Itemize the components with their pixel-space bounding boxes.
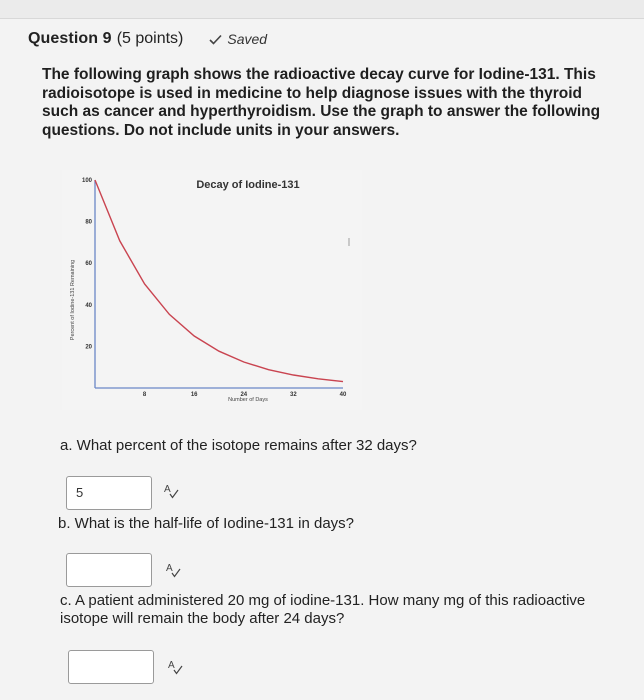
question-title: Question 9 xyxy=(28,30,112,47)
x-tick-label: 8 xyxy=(142,392,147,398)
saved-label: Saved xyxy=(227,31,268,47)
question-header xyxy=(28,30,267,48)
y-tick-label: 60 xyxy=(85,261,92,268)
x-tick-label: 24 xyxy=(240,392,248,398)
y-tick-label: 80 xyxy=(85,219,92,226)
question-a-label: a. What percent of the isotope remains after 32 days? xyxy=(60,437,417,454)
chart-title: Decay of Iodine-131 xyxy=(196,179,300,191)
question-b-label: b. What is the half-life of Iodine-131 in days? xyxy=(58,515,355,532)
checkmark-icon xyxy=(209,34,222,45)
spellcheck-icon[interactable] xyxy=(163,482,179,499)
window-top-edge xyxy=(0,0,644,19)
decay-chart xyxy=(62,170,362,410)
svg-text:A: A xyxy=(168,660,175,671)
spellcheck-icon[interactable] xyxy=(167,658,183,675)
x-tick-label: 16 xyxy=(190,392,198,398)
svg-text:A: A xyxy=(164,484,171,495)
answer-input-a[interactable]: 5 xyxy=(66,476,152,510)
chart-svg xyxy=(62,170,362,410)
spellcheck-icon[interactable] xyxy=(165,561,181,578)
y-tick-label: 40 xyxy=(85,302,92,309)
answer-input-c[interactable] xyxy=(68,650,154,684)
y-axis-label: Percent of Iodine-131 Remaining xyxy=(70,259,76,341)
answer-input-b[interactable] xyxy=(66,553,152,587)
question-prompt: The following graph shows the radioactive decay curve for Iodine-131. This radioisotope is used in medicine to help diagnose issues with the thyroid such as cancer and hyperthyroidism. Use the graph to answer the following questions. Do not include units in your answers. xyxy=(42,66,601,139)
x-axis-label: Number of Days xyxy=(228,397,268,403)
y-tick-label: 20 xyxy=(85,344,92,351)
y-tick-label: 100 xyxy=(81,178,92,184)
chart-background xyxy=(62,170,362,410)
question-points: (5 points) xyxy=(116,30,184,47)
saved-status xyxy=(209,31,267,47)
svg-text:A: A xyxy=(166,563,173,574)
question-c-label: c. A patient administered 20 mg of iodine-131. How many mg of this radioactive isotope will remain the body after 24 days? xyxy=(60,592,586,627)
x-tick-label: 32 xyxy=(290,392,297,398)
x-tick-label: 40 xyxy=(339,392,347,398)
